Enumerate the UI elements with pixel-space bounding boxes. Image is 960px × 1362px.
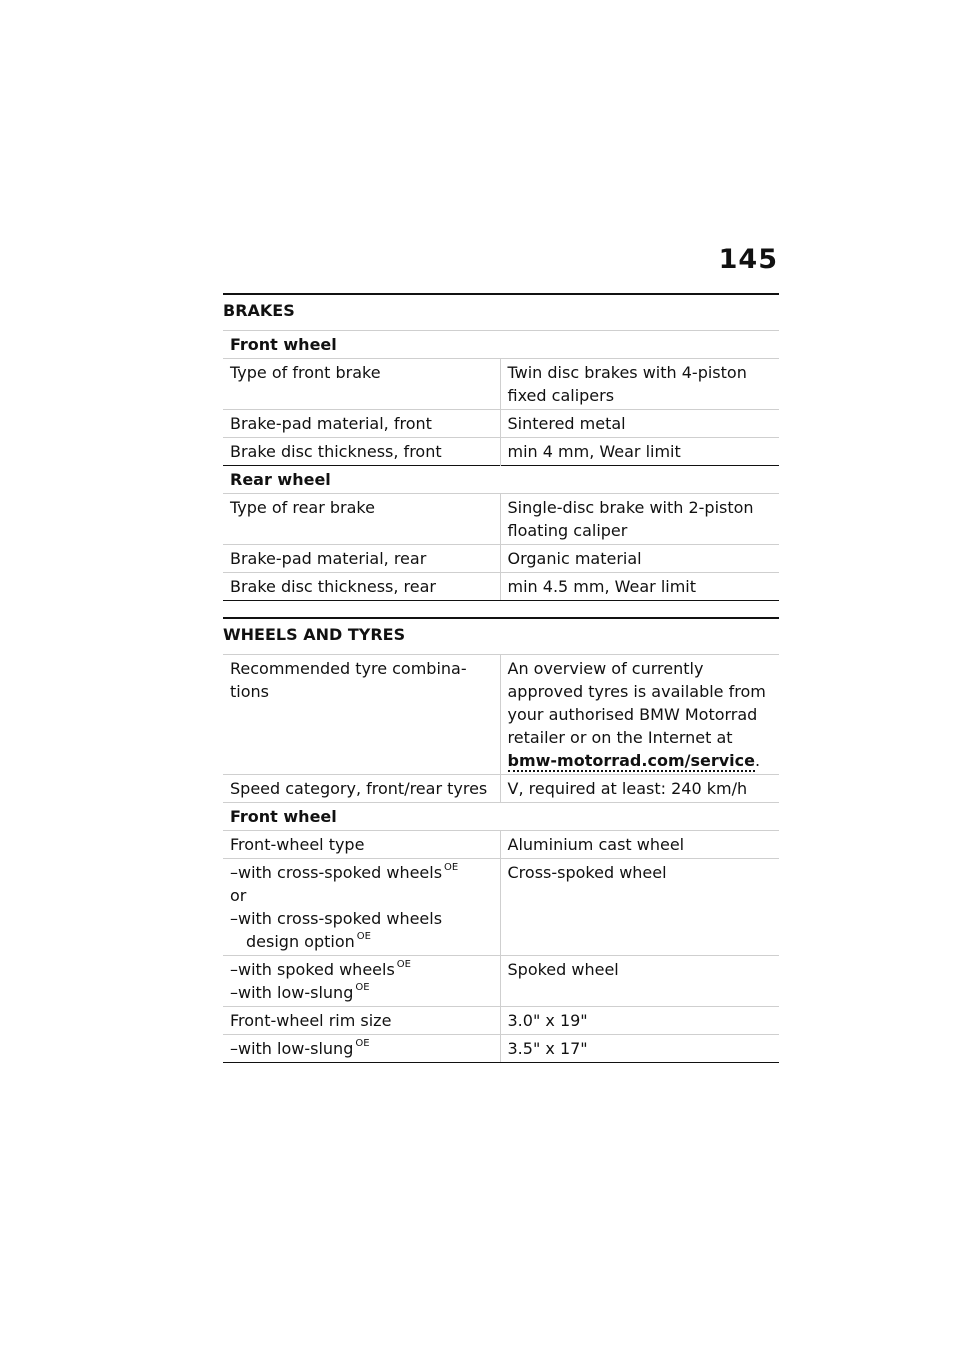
rear-wheel-heading: Rear wheel xyxy=(223,466,779,494)
option-text: with cross-spoked wheels xyxy=(238,863,443,882)
table-row xyxy=(223,545,779,573)
spec-value: Aluminium cast wheel xyxy=(500,831,779,859)
option-text xyxy=(230,930,496,953)
spec-label: Speed category, front/rear tyres xyxy=(223,775,500,803)
brakes-section xyxy=(223,293,779,601)
option-text: with low-slung xyxy=(238,983,354,1002)
spec-label: Brake-pad material, front xyxy=(223,410,500,438)
spec-label xyxy=(223,1035,500,1063)
or-line: or xyxy=(230,886,247,905)
table-row xyxy=(223,1035,779,1063)
table-row xyxy=(223,1007,779,1035)
spec-value: 3.0" x 19" xyxy=(500,1007,779,1035)
table-row xyxy=(223,494,779,545)
spec-value: V, required at least: 240 km/h xyxy=(500,775,779,803)
spec-value: Organic material xyxy=(500,545,779,573)
table-row xyxy=(223,859,779,956)
oe-mark: OE xyxy=(355,1037,370,1049)
brakes-title: BRAKES xyxy=(223,293,779,330)
spec-value: Single-disc brake with 2-piston floating caliper xyxy=(500,494,779,545)
tyre-overview-text: An overview of currently approved tyres is available from your authorised BMW Motorrad retailer or on the Internet at xyxy=(507,659,766,747)
table-subhead xyxy=(223,803,779,831)
table-row xyxy=(223,831,779,859)
option-line xyxy=(230,930,496,953)
oe-mark: OE xyxy=(355,981,370,993)
dash-glyph: – xyxy=(230,960,238,979)
table-subhead xyxy=(223,331,779,359)
table-row xyxy=(223,775,779,803)
brakes-table xyxy=(223,330,779,601)
table-row xyxy=(223,573,779,601)
option-line xyxy=(230,861,496,884)
page-content xyxy=(223,293,779,1079)
table-subhead xyxy=(223,466,779,494)
spec-label xyxy=(223,956,500,1007)
spec-value: Sintered metal xyxy=(500,410,779,438)
spec-label: Front-wheel type xyxy=(223,831,500,859)
wheels-section xyxy=(223,617,779,1063)
spec-value: min 4 mm, Wear limit xyxy=(500,438,779,466)
dash-glyph: – xyxy=(230,863,238,882)
oe-mark: OE xyxy=(396,958,411,970)
page-number: 145 xyxy=(718,244,778,275)
option-text: with low-slung xyxy=(238,1039,354,1058)
link-suffix: . xyxy=(754,751,761,770)
front-wheel-heading: Front wheel xyxy=(223,331,779,359)
wheels-title: WHEELS AND TYRES xyxy=(223,617,779,654)
option-line xyxy=(230,1037,496,1060)
spec-label: Front-wheel rim size xyxy=(223,1007,500,1035)
spec-label: Brake disc thickness, front xyxy=(223,438,500,466)
table-row xyxy=(223,438,779,466)
service-link[interactable]: bmw-motorrad.com/service xyxy=(507,751,755,770)
table-row xyxy=(223,655,779,775)
option-text: with spoked wheels xyxy=(238,960,395,979)
spec-label: Brake disc thickness, rear xyxy=(223,573,500,601)
spec-label: Type of front brake xyxy=(223,359,500,410)
spec-label: Type of rear brake xyxy=(223,494,500,545)
spec-value: Spoked wheel xyxy=(500,956,779,1007)
dash-glyph: – xyxy=(230,1039,238,1058)
oe-mark: OE xyxy=(444,861,459,873)
spec-label xyxy=(223,859,500,956)
option-text-continued: design option xyxy=(246,932,355,951)
option-line xyxy=(230,907,496,930)
oe-mark: OE xyxy=(356,930,371,942)
spec-value: min 4.5 mm, Wear limit xyxy=(500,573,779,601)
option-line xyxy=(230,958,496,981)
spec-value xyxy=(500,655,779,775)
table-row xyxy=(223,410,779,438)
spec-label: Brake-pad material, rear xyxy=(223,545,500,573)
spec-value: Cross-spoked wheel xyxy=(500,859,779,956)
spec-label: Recommended tyre combina-tions xyxy=(223,655,500,775)
wheels-table xyxy=(223,654,779,1063)
dash-glyph: – xyxy=(230,909,238,928)
table-row xyxy=(223,956,779,1007)
option-text: with cross-spoked wheels xyxy=(238,909,443,928)
dash-glyph: – xyxy=(230,983,238,1002)
spec-value: Twin disc brakes with 4-piston fixed calipers xyxy=(500,359,779,410)
spec-value: 3.5" x 17" xyxy=(500,1035,779,1063)
table-row xyxy=(223,359,779,410)
front-wheel-heading: Front wheel xyxy=(223,803,779,831)
option-line xyxy=(230,981,496,1004)
